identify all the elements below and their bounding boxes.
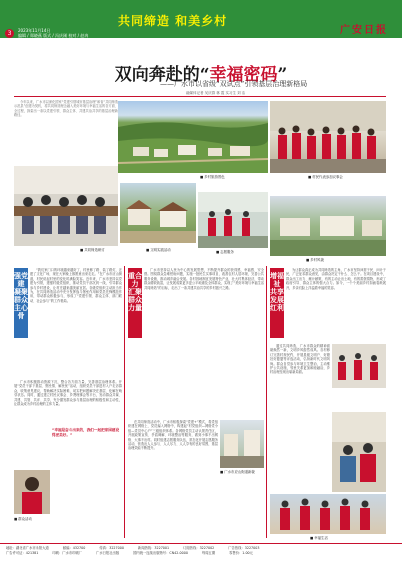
column-rule-1: [124, 266, 125, 538]
footer-fax: 传真：3227000: [99, 546, 124, 550]
headline-part-1: 双向奔赴的“: [114, 65, 210, 85]
section-head-middle: 重合力 汇聚群众力量: [128, 268, 142, 338]
page-footer: [0, 543, 402, 569]
body-column-5: [286, 268, 386, 338]
headline-rule: [14, 96, 386, 97]
caption-meeting: ■ 共同缔造研讨: [80, 248, 105, 252]
issue-date: 2023年11月14日: [18, 28, 51, 33]
footer-news-hotline: 新闻热线：3227001: [137, 546, 170, 550]
photo-elderly: [332, 412, 386, 492]
column-2-text: 广水市积极推动资源下沉，整合各方面力量，完善基层治理体系。开展“党员干部下基层、察民情、解民忧”活动，组织党员干部进村入户走访群众，收集意见建议，帮助解决实际困难，切实把问题解决在基层、化解在萌芽状态。同时，通过建立村民议事会、乡贤理事会等平台，发动群众共谋、共建、共管、共评、共享，充分激发群众参与基层治理的积极性和主动性，让群众成为乡村治理的主体力量。: [14, 380, 122, 407]
body-column-3: [144, 268, 264, 418]
caption-activity: ■ 志愿服务: [216, 250, 234, 254]
pull-quote: “幸福是奋斗出来的，我们一起把家园建设得更美好。”: [52, 428, 120, 437]
photo-meeting: [14, 166, 118, 246]
elderly-illustration: [332, 412, 386, 492]
village-illustration: [120, 183, 196, 243]
column-5-text: 为让群众真正成为共同缔造的主角，广水市坚持问需于民、问计于民，广泛征求群众意见，由群众决定干什么、怎么干。在项目建设中，群众出工出力、献计献策，有的主动让出土地，有的捐资捐物，形成了政府引导、群众主体的强大合力。如今，一个个美丽乡村如画卷般展开，乡亲们脸上洋溢着幸福的笑容。: [286, 268, 386, 290]
dance-illustration: [332, 344, 386, 388]
caption-scenery: ■ 乡村风貌: [306, 258, 324, 262]
caption-street: ■ 广水市应山街道新貌: [220, 470, 255, 474]
scenery-illustration: [270, 196, 386, 256]
column-4-text: 在共同缔造活动中，广水市积极探索“党建+”模式，将党组织建在网格上、党员编入网格中，构建起“村党组织—网格党小组—党员中心户”三级组织体系。各网格党员主动认领责任区，开展政策宣传、矛盾调解、环境整治等服务，做到小事不出网格、大事不出村。同时组建志愿服务队伍，常态化开展志愿服务活动，营造出人人参与、人人尽力、人人享有的良好氛围，基层治理效能不断提升。: [128, 420, 218, 451]
caption-volunteers: ■ 村民代表参加议事会: [308, 175, 343, 179]
caption-village: ■ 文明实践活动: [146, 248, 171, 252]
body-column-1: [30, 268, 122, 376]
column-3-text: 广水市坚持以人民为中心的发展思想，不断提升群众的获得感、幸福感、安全感。围绕群众急难愁盼问题，实施一批民生实事项目，改善农村人居环境，完善公共服务设施，推动城乡融合发展。各村因地制宜发展特色产业，壮大村集体经济，带动群众增收致富，让发展成果更多更公平地惠及全体群众，实现了“美好环境与幸福生活共同缔造”的目标，走出了一条共建共治共享的乡村振兴之路。: [144, 268, 264, 290]
photo-portrait: [14, 470, 50, 514]
photo-volunteers: [270, 101, 386, 173]
article-byline: 融媒体记者 吴庆群 林 霞 实习生 刘 洁: [186, 91, 246, 95]
footer-row-2: [6, 551, 396, 556]
farmland-illustration: [118, 101, 268, 173]
meeting-illustration: [14, 166, 118, 246]
headline-highlight: 幸福密码: [209, 65, 278, 85]
editor-credits: 编辑 / 郑晓燕 版式 / 冯庆刚 校对 / 赵冉: [18, 33, 89, 38]
photo-celebration: [270, 494, 386, 534]
photo-farmland: [118, 101, 268, 173]
footer-publisher: 广水日报社出版: [96, 551, 120, 555]
body-column-4: [128, 420, 218, 538]
headline-part-2: ”: [277, 65, 288, 85]
photo-scenery: [270, 196, 386, 256]
volunteers-illustration: [270, 101, 386, 173]
footer-postcode: 邮编：432700: [62, 546, 86, 550]
column-6-text: 通过共同缔造，广水市群众的精神面貌焕然一新，文明乡风蔚然成风。各村修订完善村规民约，开展星级文明户、好媳妇好婆婆等评选活动，弘扬新时代文明风尚。群众自觉参与环境卫生整治，主动维护公共设施，邻里关系更加和睦融洽，乡村治理呈现出崭新局面。: [270, 344, 330, 375]
photo-dance: [332, 344, 386, 388]
column-1-text: “我们家门口的环境越来越好了，村里修了路、装了路灯，还建了文化广场，现在大家晚上都愿意出来走走。”在广水市应山街道，村民说起村里的变化时满脸笑容。近年来，广水市坚持以党建为引领，建强村级党组织，推动党员干部沉到一线，引导群众参与乡村建设，让村庄越来越美丽宜居。各级党组织主动担当作为，在共同缔造活动中充分发挥战斗堡垒作用和党员先锋模范作用，带动群众积极参与，形成了“党建引领、群众主体、部门联动、社会参与”的工作格局。: [30, 268, 122, 303]
footer-ad-license: 广告许可证：421381: [6, 551, 39, 555]
caption-farmland: ■ 乡村旅游景色: [200, 175, 225, 179]
activity-illustration: [198, 192, 268, 248]
photo-activity: [198, 192, 268, 248]
footer-ad-hotline: 广告热线：3227003: [228, 546, 260, 550]
caption-celebration: ■ 幸福生活: [310, 536, 328, 540]
article-lead: [14, 100, 118, 162]
page-number: 3: [5, 29, 14, 38]
footer-price: 零售价：1.00元: [229, 551, 253, 555]
footer-printer: 印刷：广水市印刷厂: [52, 551, 83, 555]
footer-frequency: 每周五期: [201, 551, 216, 555]
column-rule-2: [266, 266, 267, 538]
photo-street: [220, 420, 264, 468]
celebration-illustration: [270, 494, 386, 534]
section-head-right: 增福祉 共享发展红利: [270, 268, 284, 338]
section-head-left: 强党建 凝聚群众主心骨: [14, 268, 28, 338]
street-illustration: [220, 420, 264, 468]
lead-text: 今年以来，广水市以深化国家“党建引领城市基层治理”和省“共同缔造示范县”创建为契机，将共同缔造理念融入美好环境与幸福生活的各方面、全过程，探索出一条以党建引领、群众主体、共建共治共享的基层治理新路径。: [14, 100, 118, 118]
newspaper-masthead: 广安日报: [340, 25, 388, 36]
photo-village: [120, 183, 196, 243]
article-subtitle: ——广水市以省级“双试点”引领基层治理新格局: [160, 80, 308, 88]
footer-serial-number: 国内统一连续出版物号：CN42-0000: [133, 551, 188, 555]
footer-address: 地址：湖北省广水市永阳大道: [6, 546, 49, 550]
footer-subscription-hotline: 订阅热线：3227002: [183, 546, 215, 550]
section-slogan: 共同缔造 和美乡村: [118, 14, 228, 28]
page-meta: [18, 28, 88, 38]
caption-portrait: ■ 群众活动: [14, 517, 32, 521]
portrait-illustration: [14, 470, 50, 514]
